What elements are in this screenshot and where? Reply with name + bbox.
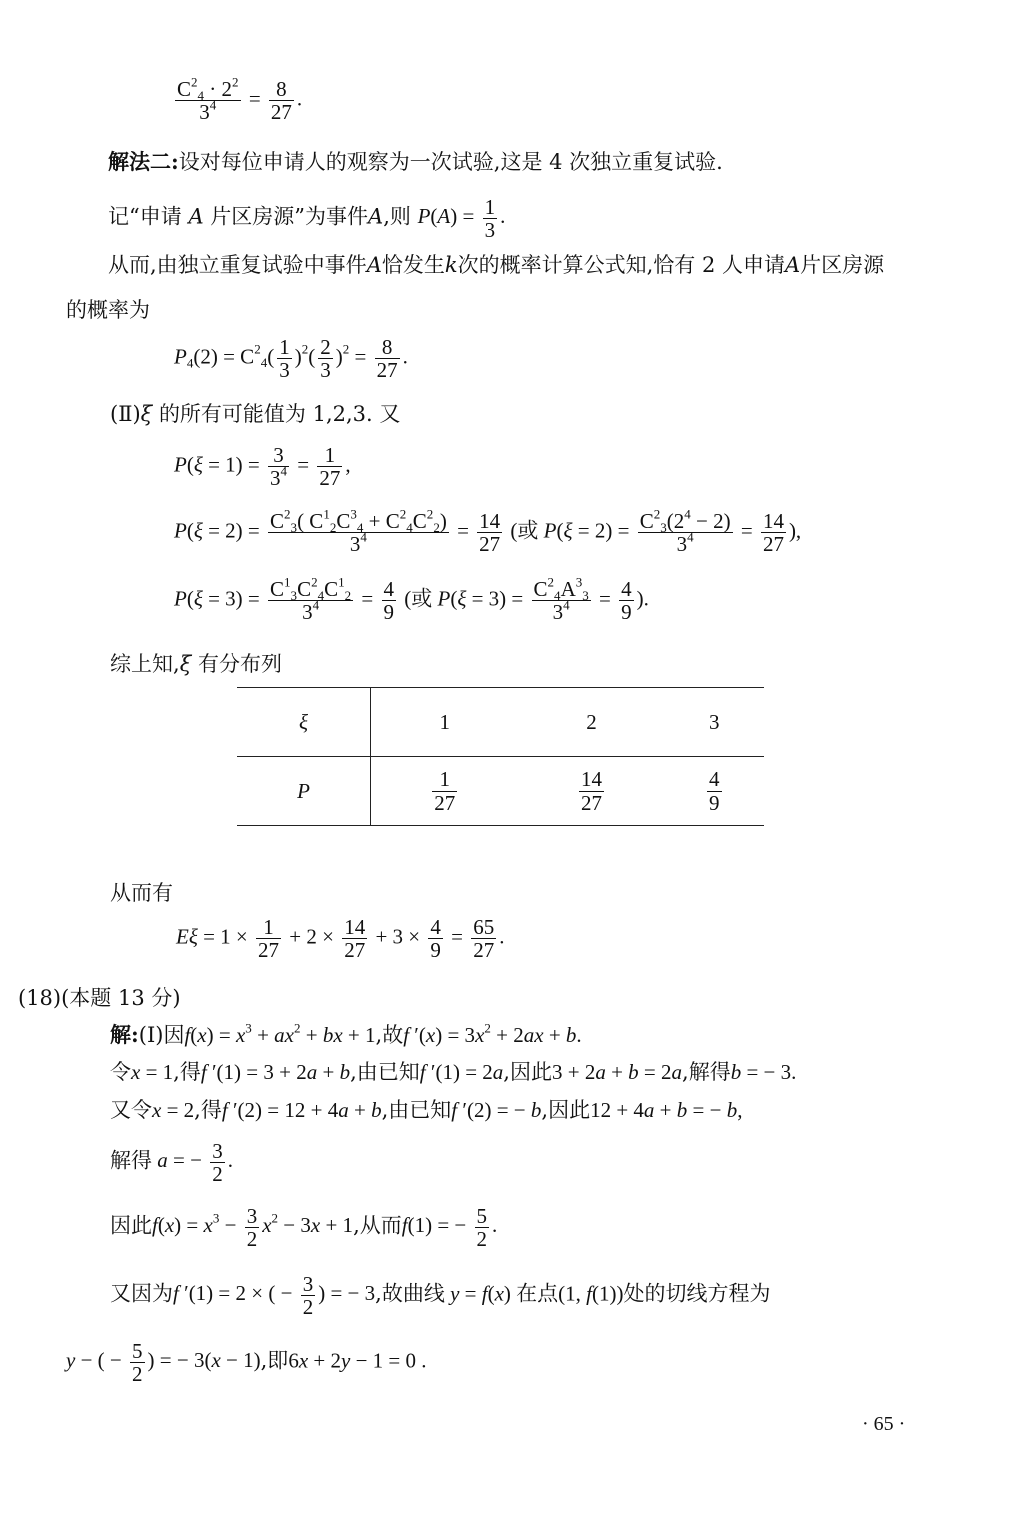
formula-p4-2: $P_4(2) = C^2_4$( $\frac{1}{3}$ )$^2$( $\frac{2}{3}$ )$^2$ = $\frac{8}{27}$ . [174,335,408,383]
table-cell: 3 [665,688,765,757]
method2-intro: 解法二:设对每位申请人的观察为一次试验,这是 4 次独立重复试验. [108,149,723,174]
part2-intro: (Ⅱ)ξ 的所有可能值为 1,2,3. 又 [110,402,401,426]
q18-line1: 解:(Ⅰ)因$f(x) = x^3 + ax^2$ + bx + 1,故f $'(x) = 3x^2 + 2ax + b$. [110,1020,582,1047]
q18-line6: 又因为f ′(1) = 2 × ( − $\frac{3}{2}$ ) = − 3,故曲线 y = f(x) 在点(1, f(1))处的切线方程为 [110,1272,771,1320]
table-cell: 2 [519,688,665,757]
table-cell: $\frac{4}{9}$ [709,767,720,815]
formula-method1-result: $\frac{C^2_4 \cdot 2^2}{3^4}$ = $\frac{8}{27}$ . [177,74,303,125]
table-cell: $\frac{1}{27}$ [434,767,456,815]
q18-line5: 因此$f(x) = x^3$ − $\frac{3}{2}$ $x^2 - 3x + 1$,从而f(1) = − $\frac{5}{2}$ . [110,1204,498,1252]
formula-expectation: Eξ = 1 × $\frac{1}{27}$ + 2 × $\frac{14}{27}$ + 3 × $\frac{4}{9}$ = $\frac{65}{27}$ . [176,915,505,963]
expectation-intro: 从而有 [110,881,173,905]
q18-line2: 令x = 1,得f ′(1) = 3 + 2a + b,由已知f ′(1) = 2a,因此3 + 2a + b = 2a,解得b = − 3. [110,1060,797,1084]
q18-line4: 解得 a = − $\frac{3}{2}$ . [110,1139,233,1187]
table-header-p: P [237,757,371,826]
formula-p-xi-3: P(ξ = 3) = $\frac{C^1_3C^2_4C^1_2}{3^4}$ = $\frac{4}{9}$ (或 P(ξ = 3) = $\frac{C^2_4A^3_3}{3^4}$ = $\frac{4}{9}$ ). [174,574,649,625]
table-row-p [237,757,764,826]
event-definition: 记“申请 A 片区房源”为事件A,则 P(A) = $\frac{1}{3}$ . [108,195,506,243]
formula-p-xi-2: P(ξ = 2) = $\frac{C^2_3( C^1_2C^3_4 + C^2_4C^2_2)}{3^4}$ = $\frac{14}{27}$ (或 P(ξ = 2) = $\frac{C^2_3(2^4 - 2)}{3^4}$ = $\frac{14}{27}$ ), [174,506,802,557]
q18-line7: y − ( − $\frac{5}{2}$ ) = − 3(x − 1),即6x + 2y − 1 = 0 . [66,1339,427,1387]
table-cell: $\frac{14}{27}$ [581,767,603,815]
distribution-table [237,687,764,826]
q18-title: (18)(本题 13 分) [18,986,181,1010]
table-header-xi: ξ [237,688,371,757]
independence-text-line1: 从而,由独立重复试验中事件A恰发生k次的概率计算公式知,恰有 2 人申请A片区房源 [108,253,885,277]
table-row-xi [237,688,764,757]
q18-line3: 又令x = 2,得f ′(2) = 12 + 4a + b,由已知f ′(2) = − b,因此12 + 4a + b = − b, [110,1098,743,1122]
page-number: · 65 · [862,1413,906,1435]
table-cell: 1 [371,688,519,757]
formula-p-xi-1: P(ξ = 1) = $\frac{3}{3^4}$ = $\frac{1}{27}$ , [174,443,351,491]
independence-text-line2: 的概率为 [66,298,150,322]
q18-solution-label: 解: [110,1022,139,1047]
summary-text: 综上知,ξ 有分布列 [110,652,282,676]
method2-label: 解法二: [108,149,179,174]
